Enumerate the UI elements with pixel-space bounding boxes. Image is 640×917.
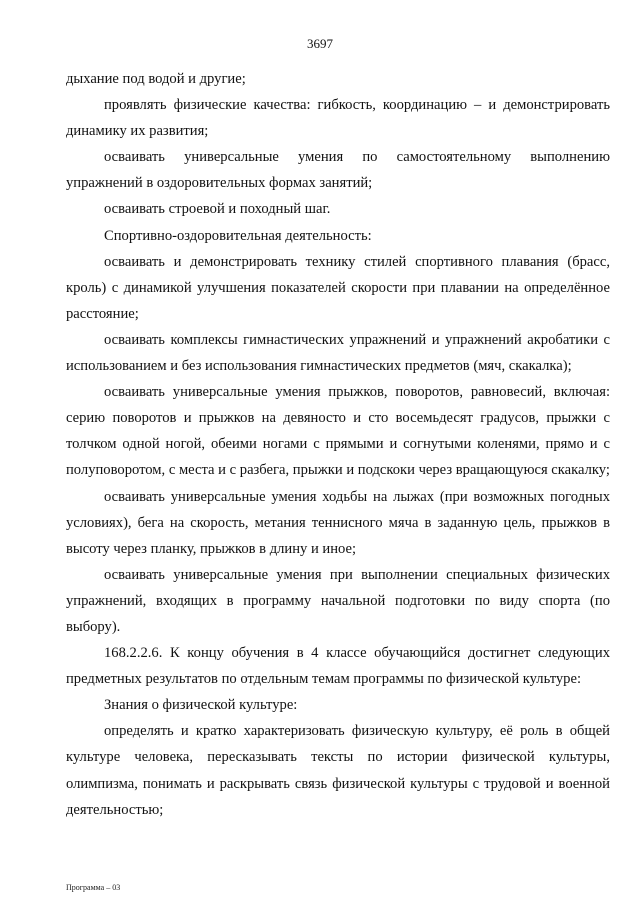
- paragraph-gymnastics: осваивать комплексы гимнастических упражнений и упражнений акробатики с использованием и без использования гимнастических предметов (мяч, скакалка);: [66, 331, 610, 375]
- paragraph-drill-step: осваивать строевой и походный шаг.: [104, 201, 331, 218]
- section-heading-sport-health: Спортивно-оздоровительная деятельность:: [104, 227, 372, 244]
- paragraph-jumps-turns: осваивать универсальные умения прыжков, поворотов, равновесий, включая: серию поворотов и прыжков на девяносто и сто восемьдесят градусов, прыжки с толчком одной ногой, обеими ногами с прямыми и согнутыми коленями, прямо и с полуповоротом, с места и с разбега, прыжки и подскоки через вращающуюся скакалку;: [66, 384, 610, 479]
- paragraph-skiing-running: осваивать универсальные умения ходьбы на лыжах (при возможных погодных условиях), бега на скорость, метания теннисного мяча в заданную цель, прыжков в высоту через планку, прыжков в длину и иное;: [66, 488, 610, 557]
- paragraph-physical-qualities: проявлять физические качества: гибкость, координацию – и демонстрировать динамику их развития;: [66, 97, 610, 140]
- page-number: 3697: [307, 36, 333, 51]
- paragraph-special-exercises: осваивать универсальные умения при выполнении специальных физических упражнений, входящих в программу начальной подготовки по виду спорта (по выбору).: [66, 566, 610, 635]
- footer-label: Программа – 03: [66, 883, 121, 892]
- paragraph-independent-exercises: осваивать универсальные умения по самостоятельному выполнению упражнений в оздоровительных формах занятий;: [66, 149, 610, 192]
- paragraph-continuation: дыхание под водой и другие;: [66, 71, 246, 87]
- paragraph-grade-4-results: 168.2.2.6. К концу обучения в 4 классе обучающийся достигнет следующих предметных результатов по отдельным темам программы по физической культуре:: [66, 645, 610, 688]
- section-heading-knowledge: Знания о физической культуре:: [104, 697, 298, 714]
- paragraph-swimming: осваивать и демонстрировать технику стилей спортивного плавания (брасс, кроль) с динамикой улучшения показателей скорости при плавании на определённое расстояние;: [66, 253, 610, 322]
- paragraph-define-physical-culture: определять и кратко характеризовать физическую культуру, её роль в общей культуре человека, пересказывать тексты по истории физической культуры, олимпизма, понимать и раскрывать связь физической культуры с трудовой и военной деятельностью;: [66, 723, 610, 818]
- document-body: [66, 66, 610, 823]
